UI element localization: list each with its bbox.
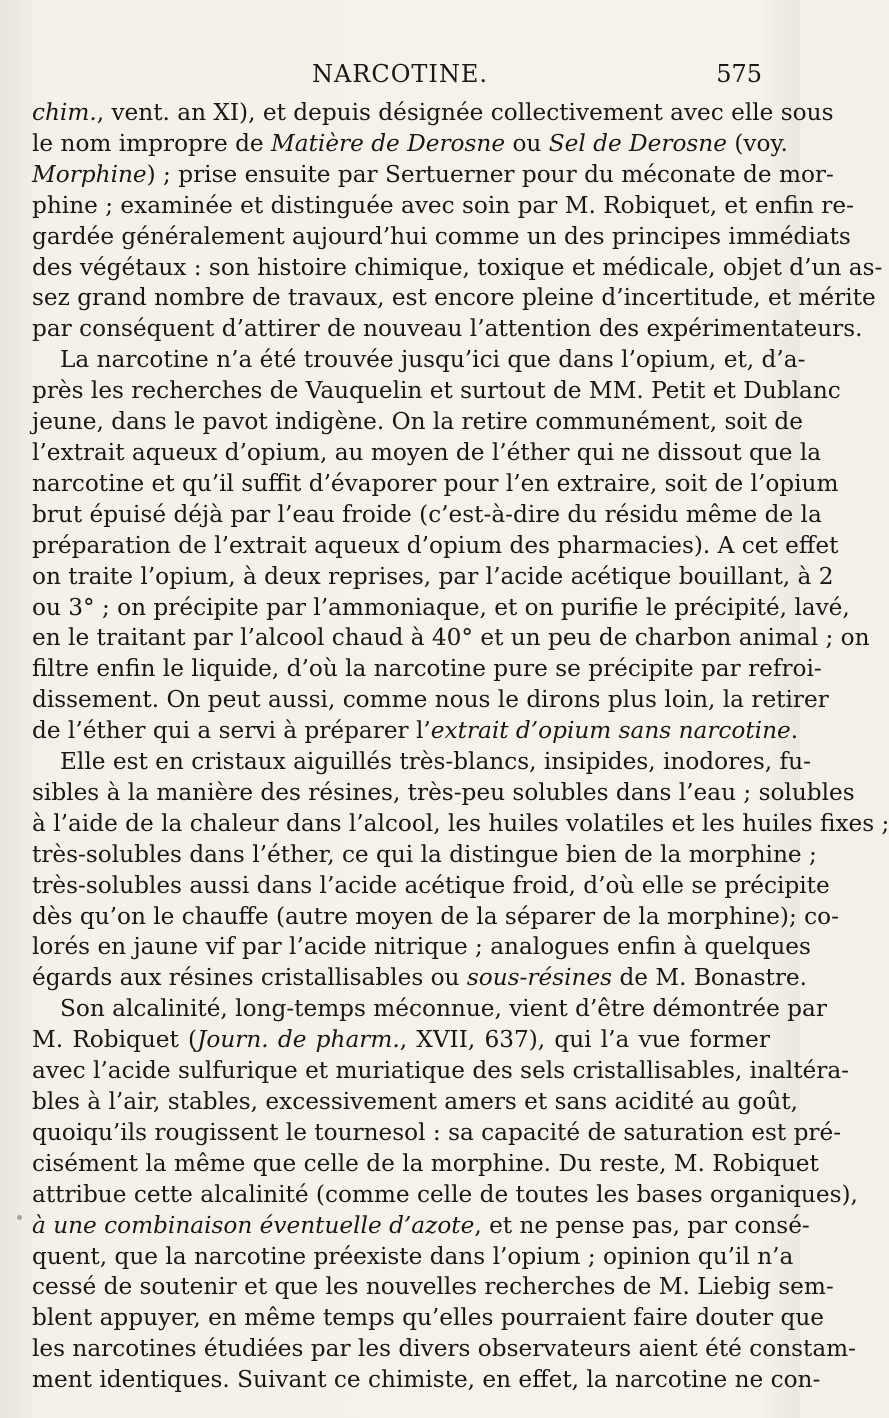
text-run: attribue cette alcalinité (comme celle de toutes les bases organiques), bbox=[32, 1180, 858, 1208]
text-run: La narcotine n’a été trouvée jusqu’ici que dans l’opium, et, d’a- bbox=[60, 346, 806, 374]
text-line bbox=[32, 1149, 819, 1180]
text-run: on traite l’opium, à deux reprises, par l’acide acétique bouillant, à 2 bbox=[32, 562, 834, 590]
text-line bbox=[32, 654, 822, 685]
text-line bbox=[32, 253, 883, 284]
text-run: (voy. bbox=[726, 129, 788, 157]
text-line bbox=[32, 222, 851, 253]
text-line bbox=[32, 1303, 825, 1334]
italic-text: extrait d’opium sans narcotine bbox=[430, 717, 791, 745]
text-run: quent, que la narcotine préexiste dans l’opium ; opinion qu’il n’a bbox=[32, 1242, 794, 1270]
text-run: blent appuyer, en même temps qu’elles pourraient faire douter que bbox=[32, 1304, 825, 1332]
ink-spot bbox=[17, 1215, 22, 1220]
text-line bbox=[32, 376, 841, 407]
text-run: sez grand nombre de travaux, est encore pleine d’incertitude, et mérite bbox=[32, 284, 876, 312]
text-run: de M. Bonastre. bbox=[612, 964, 808, 992]
paragraph bbox=[32, 747, 889, 994]
italic-text: chim. bbox=[32, 99, 97, 126]
text-run: le nom impropre de bbox=[32, 129, 272, 157]
text-run: sibles à la manière des résines, très-peu solubles dans l’eau ; solubles bbox=[32, 778, 855, 806]
paragraph bbox=[32, 345, 870, 747]
text-run: Son alcalinité, long-temps méconnue, vient d’être démontrée par bbox=[60, 995, 827, 1023]
text-line bbox=[32, 129, 788, 160]
text-line bbox=[32, 902, 839, 933]
text-line bbox=[32, 1211, 810, 1242]
text-line bbox=[32, 994, 827, 1025]
text-run: filtre enfin le liquide, d’où la narcotine pure se précipite par refroi- bbox=[32, 655, 822, 683]
text-run: M. Robiquet ( bbox=[32, 1026, 198, 1054]
text-line bbox=[32, 1180, 858, 1211]
text-run: préparation de l’extrait aqueux d’opium des pharmacies). A cet effet bbox=[32, 531, 839, 559]
text-run: les narcotines étudiées par les divers observateurs aient été constam- bbox=[32, 1335, 856, 1363]
text-run: de l’éther qui a servi à préparer l’ bbox=[32, 717, 431, 745]
text-run: gardée généralement aujourd’hui comme un des principes immédiats bbox=[32, 222, 851, 250]
text-run: brut épuisé déjà par l’eau froide (c’est-à-dire du résidu même de la bbox=[32, 500, 822, 528]
text-run: très-solubles aussi dans l’acide acétique froid, d’où elle se précipite bbox=[32, 871, 830, 899]
text-run: très-solubles dans l’éther, ce qui la distingue bien de la morphine ; bbox=[32, 840, 817, 868]
text-line bbox=[32, 438, 822, 469]
page-number: 575 bbox=[716, 60, 762, 88]
text-run: égards aux résines cristallisables ou bbox=[32, 964, 467, 992]
text-run: avec l’acide sulfurique et muriatique des sels cristallisables, inaltéra- bbox=[32, 1057, 849, 1085]
italic-text: Journ. de pharm. bbox=[197, 1026, 400, 1054]
text-run: à l’aide de la chaleur dans l’alcool, les huiles volatiles et les huiles fixes ; bbox=[32, 809, 889, 837]
running-title: NARCOTINE. bbox=[311, 60, 489, 88]
text-line bbox=[32, 345, 806, 376]
italic-text: Matière de Derosne bbox=[271, 129, 506, 157]
italic-text: à une combinaison éventuelle d’azote bbox=[32, 1211, 475, 1239]
text-line bbox=[32, 809, 889, 840]
text-line bbox=[32, 469, 839, 500]
text-run: , et ne pense pas, par consé- bbox=[474, 1211, 810, 1239]
text-line bbox=[32, 1056, 849, 1087]
text-line bbox=[32, 191, 854, 222]
text-line bbox=[32, 407, 803, 438]
text-run: près les recherches de Vauquelin et surtout de MM. Petit et Dublanc bbox=[32, 377, 841, 405]
text-line bbox=[32, 747, 811, 778]
text-line bbox=[32, 283, 876, 314]
text-run: des végétaux : son histoire chimique, toxique et médicale, objet d’un as- bbox=[32, 253, 883, 281]
text-line bbox=[32, 623, 870, 654]
text-line bbox=[32, 160, 834, 191]
paragraph bbox=[32, 98, 883, 345]
page-header bbox=[0, 60, 800, 96]
text-run: quoiqu’ils rougissent le tournesol : sa capacité de saturation est pré- bbox=[32, 1118, 842, 1146]
text-run: cessé de soutenir et que les nouvelles recherches de M. Liebig sem- bbox=[32, 1273, 834, 1301]
text-line bbox=[32, 778, 855, 809]
text-run: dissement. On peut aussi, comme nous le dirons plus loin, la retirer bbox=[32, 686, 829, 714]
text-run: , XVII, 637), qui l’a vue former bbox=[399, 1026, 770, 1054]
text-run: lorés en jaune vif par l’acide nitrique ; analogues enfin à quelques bbox=[32, 933, 811, 961]
text-run: en le traitant par l’alcool chaud à 40° et un peu de charbon animal ; on bbox=[32, 624, 870, 652]
italic-text: Sel de Derosne bbox=[548, 129, 727, 157]
text-run: , vent. an XI), et depuis désignée collectivement avec elle sous bbox=[96, 99, 834, 126]
text-line bbox=[32, 562, 834, 593]
text-run: bles à l’air, stables, excessivement amers et sans acidité au goût, bbox=[32, 1088, 798, 1115]
text-line bbox=[32, 1365, 821, 1396]
text-line bbox=[32, 314, 863, 345]
text-run: ou 3° ; on précipite par l’ammoniaque, et on purifie le précipité, lavé, bbox=[32, 593, 850, 621]
italic-text: Morphine bbox=[32, 160, 147, 188]
text-line bbox=[32, 1118, 842, 1149]
text-run: dès qu’on le chauffe (autre moyen de la séparer de la morphine); co- bbox=[32, 902, 839, 930]
text-run: cisément la même que celle de la morphine. Du reste, M. Robiquet bbox=[32, 1149, 819, 1177]
text-run: ment identiques. Suivant ce chimiste, en effet, la narcotine ne con- bbox=[32, 1366, 821, 1394]
text-line bbox=[32, 840, 817, 871]
text-run: Elle est en cristaux aiguillés très-blancs, insipides, inodores, fu- bbox=[60, 748, 811, 776]
text-line bbox=[32, 963, 808, 994]
text-run: ) ; prise ensuite par Sertuerner pour du méconate de mor- bbox=[146, 160, 834, 188]
text-line bbox=[32, 593, 850, 624]
text-run: . bbox=[790, 717, 799, 745]
text-run: phine ; examinée et distinguée avec soin par M. Robiquet, et enfin re- bbox=[32, 191, 854, 219]
text-run: par conséquent d’attirer de nouveau l’attention des expérimentateurs. bbox=[32, 315, 863, 343]
text-line bbox=[32, 98, 834, 129]
text-line bbox=[32, 1334, 856, 1365]
text-run: l’extrait aqueux d’opium, au moyen de l’éther qui ne dissout que la bbox=[32, 438, 822, 466]
text-line bbox=[32, 716, 799, 747]
text-run: ou bbox=[505, 129, 549, 157]
italic-text: sous-résines bbox=[466, 964, 613, 992]
body-text bbox=[32, 98, 889, 1396]
text-run: narcotine et qu’il suffit d’évaporer pour l’en extraire, soit de l’opium bbox=[32, 469, 839, 497]
paragraph bbox=[32, 994, 858, 1396]
text-line bbox=[32, 531, 839, 562]
text-line bbox=[32, 1087, 798, 1118]
text-line bbox=[32, 685, 829, 716]
text-line bbox=[32, 932, 811, 963]
text-run: jeune, dans le pavot indigène. On la retire communément, soit de bbox=[32, 408, 803, 436]
text-line bbox=[32, 1272, 834, 1303]
text-line bbox=[32, 500, 822, 531]
text-line bbox=[32, 871, 830, 902]
text-line bbox=[32, 1242, 794, 1273]
text-line bbox=[32, 1025, 770, 1056]
